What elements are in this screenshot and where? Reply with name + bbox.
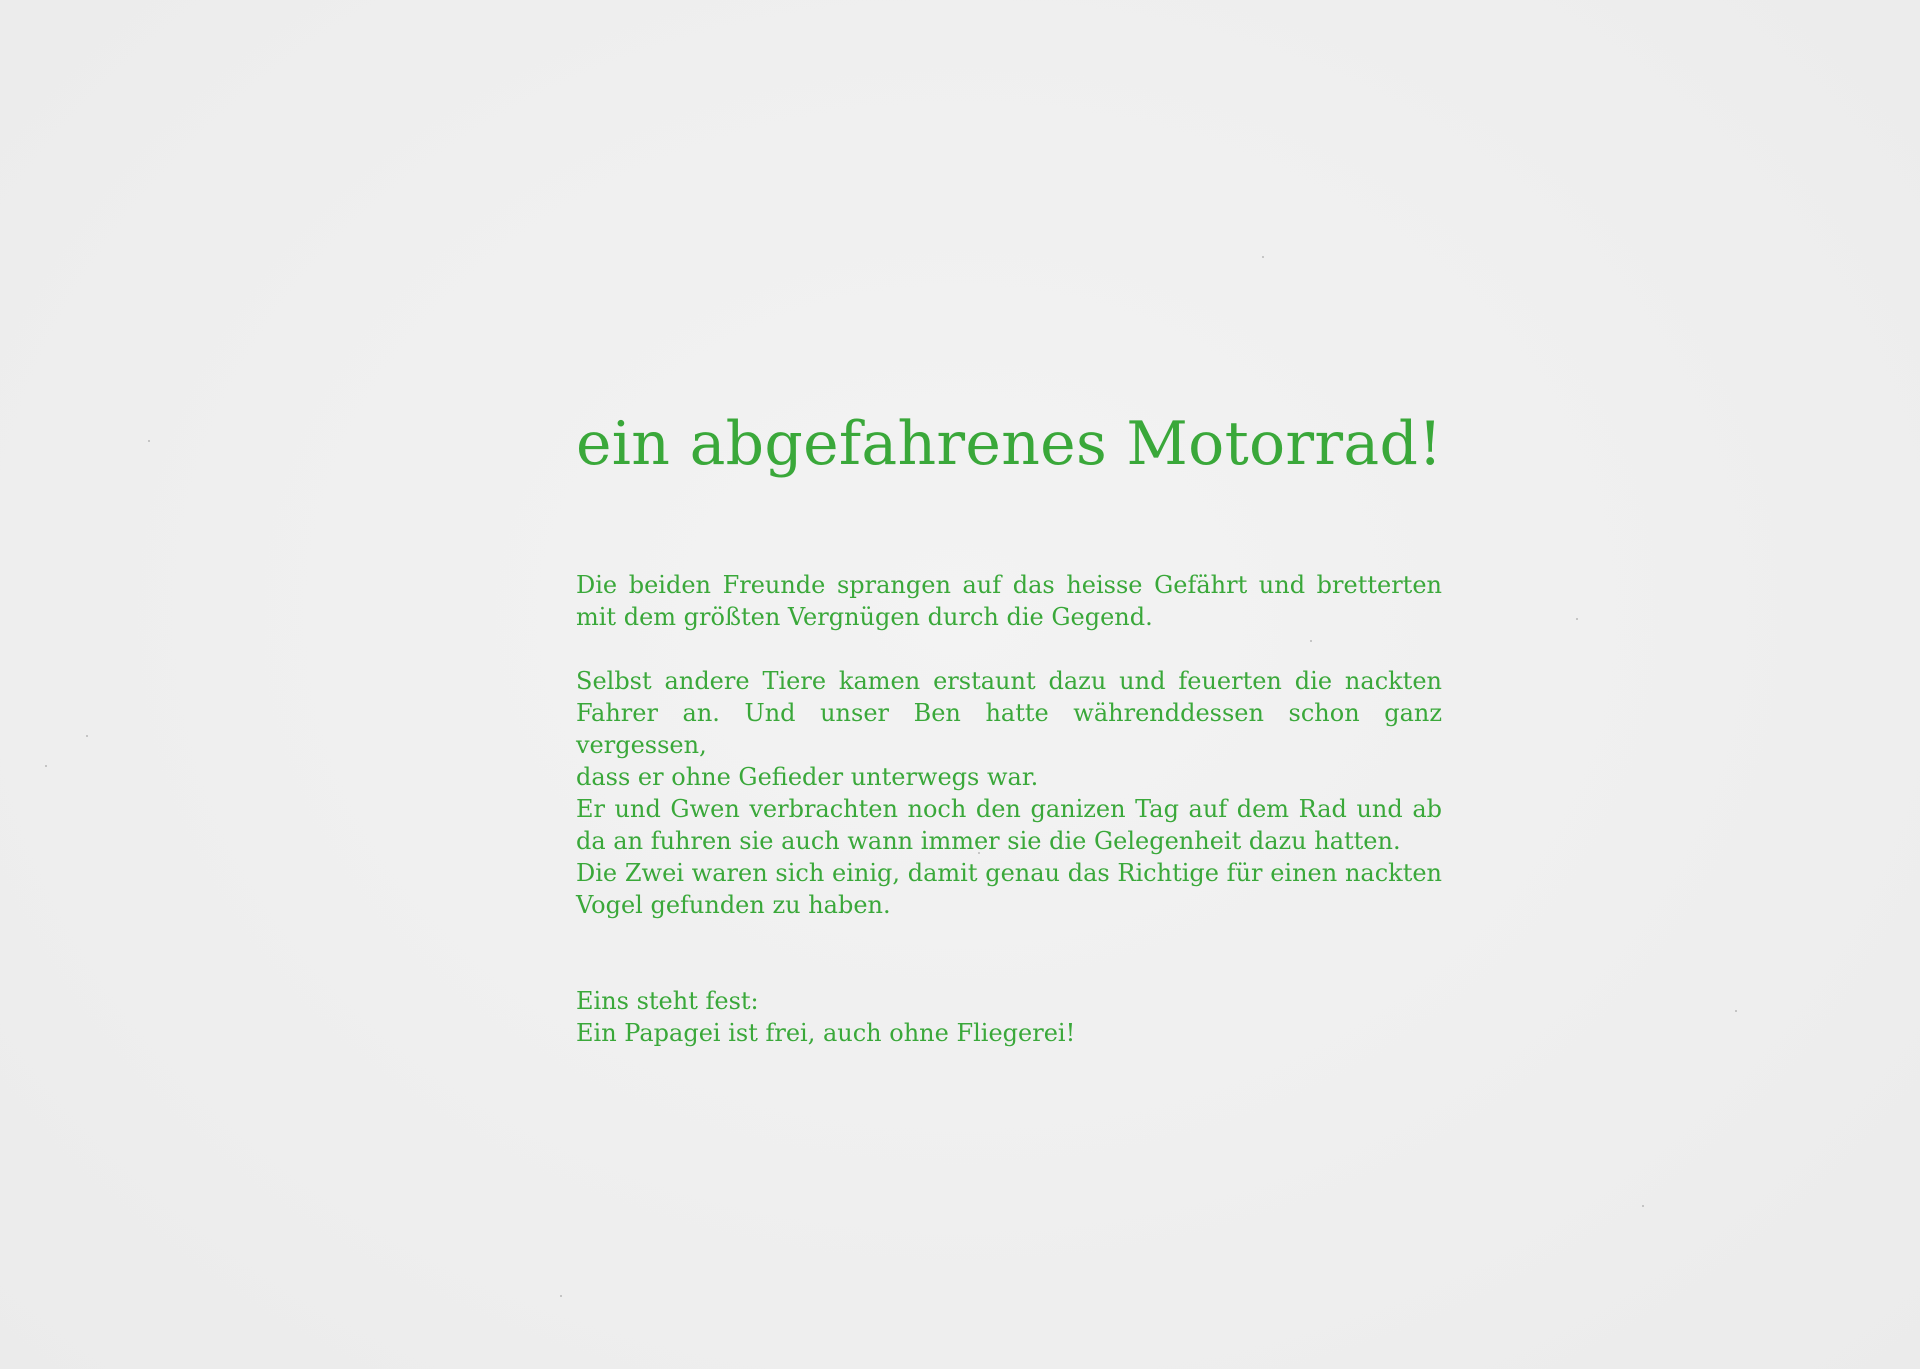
- text-line: Die Zwei waren sich einig, damit genau das Richtige für einen nackten: [576, 859, 1442, 887]
- text-line: mit dem größten Vergnügen durch die Gegend.: [576, 603, 1153, 631]
- text-line: Die beiden Freunde sprangen auf das heisse Gefährt und bretterten: [576, 571, 1442, 599]
- paper-speck: [1642, 1205, 1644, 1207]
- text-line: Ein Papagei ist frei, auch ohne Fliegerei!: [576, 1019, 1076, 1047]
- paper-speck: [1262, 256, 1264, 258]
- story-page: [576, 405, 1443, 1047]
- text-line: Selbst andere Tiere kamen erstaunt dazu und feuerten die nackten: [576, 667, 1442, 695]
- paper-speck: [560, 1295, 562, 1297]
- text-line: Eins steht fest:: [576, 987, 759, 1015]
- paper-speck: [45, 765, 47, 767]
- paper-speck: [1735, 1010, 1737, 1012]
- story-paragraph: [576, 569, 1442, 633]
- paper-speck: [86, 735, 88, 737]
- paper-speck: [1310, 640, 1312, 642]
- closing-paragraph: [576, 985, 1442, 1049]
- text-line: Fahrer an. Und unser Ben hatte währenddessen schon ganz vergessen,: [576, 699, 1442, 759]
- paper-speck: [148, 440, 150, 442]
- story-paragraph: [576, 665, 1442, 857]
- text-line: dass er ohne Gefieder unterwegs war.: [576, 763, 1039, 791]
- paper-speck: [1576, 618, 1578, 620]
- text-line: Vogel gefunden zu haben.: [576, 891, 891, 919]
- story-paragraph: [576, 857, 1442, 921]
- text-line: Er und Gwen verbrachten noch den ganizen Tag auf dem Rad und ab: [576, 795, 1442, 823]
- text-line: da an fuhren sie auch wann immer sie die Gelegenheit dazu hatten.: [576, 827, 1401, 855]
- page-title: ein abgefahrenes Motorrad!: [576, 409, 1443, 479]
